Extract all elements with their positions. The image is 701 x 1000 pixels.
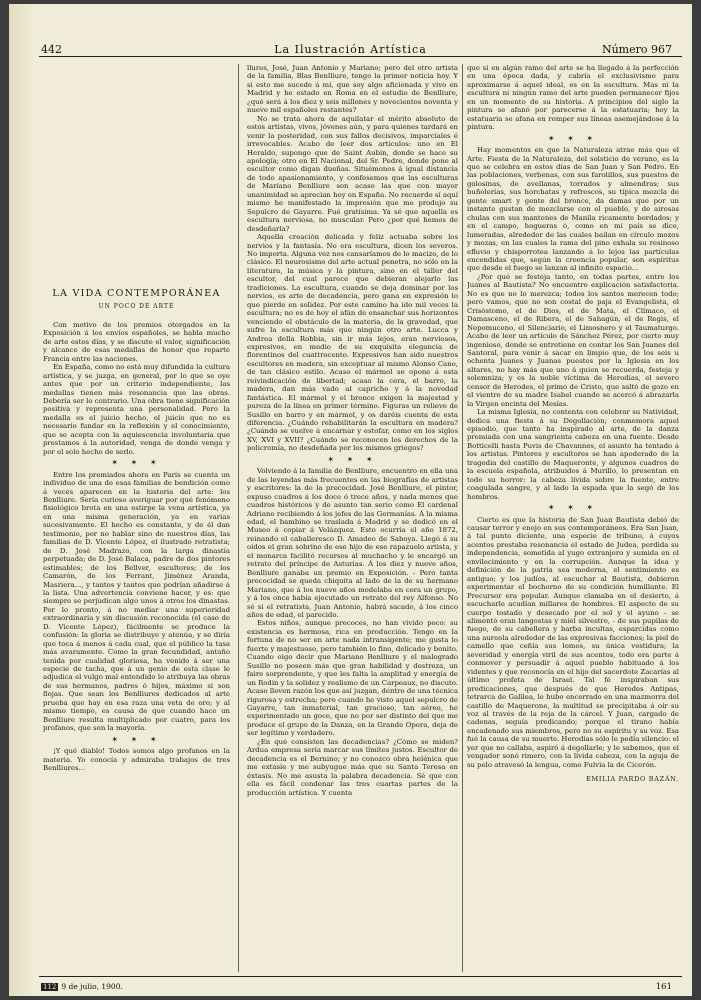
paragraph: En España, como no está muy difundida la cultura artística, y se juzga, en general, por lo que se oye antes que por un criterio independiente, las medallas tienen más resonancia que las obras. Debería ser lo contrario. Una obra tiene significación positiva y representa una personalidad. Pero la medalla es el juicio hecho, el juicio que no es necesario fundar en la reflexión y el conocimiento, que se acepta con la aquiescencia involuntaria que prestamos á la autoridad, venga de donde venga y por el solo hecho de serlo. [43, 363, 230, 456]
column-divider [238, 64, 239, 972]
magazine-title: La Ilustración Artística [274, 43, 427, 56]
separator-stars: ✶ ✶ ✶ [111, 734, 162, 744]
paragraph: ¡Y qué diablo! Todos somos algo profanos en la materia. Yo conocía y admiraba trabajos de tres Benlliures... [43, 747, 230, 773]
author-signature: EMILIA PARDO BAZÁN. [586, 775, 679, 784]
separator-stars: ✶ ✶ ✶ [111, 458, 162, 468]
paragraph: Con motivo de los premios otorgados en la Exposición á los envíos españoles, se habla mucho de arte estos días, y se discute el valor, significación y alcance de esas medallas de honor que reparte Francia entre las naciones. [43, 320, 230, 363]
paragraph: No se trata ahora de aquilatar el mérito absoluto de estos artistas, vivos, jóvenes aún, y para quienes tardará en venir la posteridad, con sus fallos decisivos, imparciales é irrevocables. Acabo de leer dos artículos: uno en El Heraldo, supongo que de Saint Aubin, donde se hace su apología; otro en El Nacional, del Sr. Pedre, donde pone al escultor como digan dueñas. Situémonos á igual distancia de todo apasionamiento, y confesemos que las esculturas de Mariano Benlliure son acaso las que con mayor unanimidad se aprecian hoy en España. No recuerdo sí aquí mismo he manifestado la impresión que me produjo su Sepulcro de Gayarre. Fué gratísima. Ya sé que aquella es escultura nerviosa, no muscular. Pero ¿por qué hemos de desdeñarla? [247, 114, 458, 233]
paragraph: ¿En qué consisten las decadencias? ¿Cómo se miden? Ardua empresa sería marcar sus límites justos. Escultor de decadencia es el Bernino; y no conozco obra helénica que me extasíe y me subyugue más que su Santa Teresa en éxtasis. No me asusta la palabra decadencia. Sé que con ella es fácil condenar las tres cuartas partes de la producción artística. Y cuenta [247, 737, 458, 797]
column-divider [462, 64, 463, 972]
page-binding [9, 4, 33, 996]
paragraph: Cierto es que la historia de San Juan Bautista debió de causar terror y enojo en sus contemporáneos. Era San Juan, á tal punto diciente, una especie de tribuno, á cuyos acentos prestaba resonancia el estado de Judea, perdida su independencia, sometida al yugo extranjero y sumida en el envilecimiento y en la corrupción. Aunque la idea y definición de la patria sea moderna, el sentimiento es antiguo; y los judíos, al escuchar al Bautista, debieron experimentar el bochorno de su condición humillante. El Precursor era popular. Aunque clamaba en el desierto, á escucharle acudían millares de hombres. El aspecto de su cuerpo tostado y desecado por el sol y el ayuno - se alimentó eran langostas y miel silvestre, - de sus pupilas de fuego, de su cabellera y barba incultas, esparcidas como una aureola alrededor de las expresivas facciones; la piel de camello que ceñía sus lomos, su única vestidura; la severidad y energía viril de sus acentos, todo era parte á conmover y persuadir á aquel pueblo habituado á los videntes y que reconocía en el hijo del sacerdote Zacarías al último profeta de Israel. Tal fé inspiraban sus predicaciones, que después de que Herodes Antipas, tetrarca de Galilea, le hubo encerrado en una mazmorra del castillo de Maquerone, la multitud se precipitaba á oír su voz al través de la reja de la cárcel. Y Juan, cargado de cadenas, seguía predicando; porque el tirano había encadenado sus miembros, pero no su espíritu y su voz. Esa fué la causa de su muerte. Herodías sólo le pedía silencio: el yer que no callaba, aspiró á degollarle; y le sabemos, que el vengador sonó rimero, con la lívida cabeza, con la aguja de su pelo atravesó la lengua, como Fulvia la de Cicerón. [467, 515, 679, 769]
paragraph: llures, José, Juan Antonio y Mariano; pero del otro artista de la familia, Blas Benlliure, tengo la primer noticia hoy. Y si esto me sucede á mí, que soy algo aficionada y vivo en Madrid y he estado en Roma en el estudio de Benlliure, ¿qué será á los diez y seis millones y novecientos noventa y nueve mil españoles restantes? [247, 64, 458, 115]
footer-date [41, 982, 123, 991]
paragraph: Aquella creación delicada y feliz actuaba sobre los nervios y la fantasía. No era escultura, dicen los severos. No importa. Alguna vez nos cansaríamos de lo macizo, de lo clásico. El neurosismo del arte actual penetra, no sólo en la literatura, la música y la pintura, sino en el taller del escultor, del cual parece que debieran alejarlo las tradiciones. La escultura, cuando se deja dominar por los nervios, es arte de decadencia, pero gana en expresión lo que pierde en solidez. Por este camino ha ido mil veces la escultura; no es de hoy el afán de ensanchar sus horizontes venciendo el obstáculo de la materia, de la gravedad, que sufre la escultura más que ningún otro arte. Lucca y Andrea della Robbia, sin ir más lejos, eran nerviosos, expresivos, en medio de su exquisita elegancia de florentinos del cuattrocento. Expresivos han sido nuestros escultores en madera, sin exceptuar al mismo Alonso Cano, de tan clásico estilo. Acaso el mármol se opone á esta reivindicación de libertad; acaso la cera, el barro, la madera, dan más vado al capricho y á la novedad fantástica. El mármol y el bronce exigen la majestad y pureza de la línea en primer término. Figuras un relieve de Susillo en barro y en mármol, y os daréis cuenta de esta diferencia. ¿Cuándo rehabilitarán la escultura en madera? ¿Cuándo se vuelve á encarnar y estofar, como en los siglos XV, XVI y XVII? ¿Cuándo se reconocen los derechos de la policromía, no desdeñada por los mismos griegos? [247, 233, 458, 453]
paragraph: Volviendo á la familia de Benlliure, encuentro en ella una de las leyendas más frecuentes en las biografías de artistas y escritores: la de la precocidad. José Benlliure, el pintor, expuso cuadros á los doce ó trece años, y nada menos que cuadros históricos y de asunto tan serio como El cardenal Adriano recibiendo á los jefes de las Germanías. Á la misma edad, el bambino se traslada á Madrid y se dedicó en el Museo á copiar á Velázquez. Esto ocurría el año 1872, reinando el caballeresco D. Amadeo de Saboya. Llegó á su oídos el gran sobrino de ese hijo de ese rapazuelo artista, y el monarca facilitó recursos al muchacho y le encargó un retrato del príncipe de Asturias. Á los diez y nueve años, Benlliure ganaba un premio en Exposición. - Pero tanta precocidad se queda chiquita al lado de la de su hermano Mariano, que á los nueve años modelaba en cera un grupo, y á los once había ejecutado un retrato del rey Alfonso. No sé si el retratista, Juan Antonio, habrá sacado, á los cinco años de edad, el parecido. [247, 467, 458, 619]
column-1 [43, 64, 230, 969]
separator-stars: ✶ ✶ ✶ [547, 133, 599, 143]
paragraph: ¿Por qué se festeja tanto, en todas partes, entre los Juanes al Bautista? No encuentro explicación satisfactoria. No es que no lo merezca; todos los santos merecen todo; pero vamos, que no son costal de paja el Evangelista, el Crisóstomo, el de Dios, el de Mata, el Clímaco, el Damasceno, el de Ribera, el de Sahagún, el de Regis, el Nepomuceno, el Silenciario, el Limosnero y el Taumaturgo. Acabo de leer un artículo de Sánchez Pérez, por cierto muy ingenioso, donde se entretiene en contar los San Juanes del Santoral, para venir á sacar en limpio que, de los seis u ochenta Juanes y Juanas puestos por la Iglesia en los altares, no hay más que uno á quien se recuerda, festeja y solemniza; y es la noble víctima de Herodías, el severo censor de Herodes, el primo de Cristo, que saltó de gozo en el vientre de su madre Isabel cuando se acercó á abrazarla la Virgen encinta del Mesías. [467, 272, 679, 408]
paragraph: Estos niños, aunque precoces, no han vivido poco: su existencia es hermosa, rica en producción. Tengo en la fortuna de no ser en arte nada intransigente; me gusta lo fuerte y majestuoso, pero también lo fino, delicado y bonito. Cuando oigo decir que Mariano Benlliure y el malogrado Susillo no poseen más que gran habilidad y destreza, un faire sorprendente, y que les falta la amplitud y energía de un Rodin y la solidez y realismo de un Carpeaux, no discuto. Acaso lleven razón los que así juzgan, dentro de una técnica rigurosa y estrecha; pero cuando he visto aquel sepulcro de Gayarre, tan inmaterial, tan gracioso, tan aéreo, he experimentado un goce, que no por ser distinto del que me produce el grupo de la Danza, en la Grande Opera, deja de ser legítimo y verdadero. [247, 619, 458, 738]
footer-date-text: 9 de julio, 1900. [61, 982, 123, 991]
footer-badge: 112 [43, 983, 57, 991]
header-rule [39, 56, 682, 57]
section-subtitle: UN POCO DE ARTE [98, 303, 175, 311]
paragraph: Entre los premiados ahora en París se cuenta un individuo de una de esas familias de bendición como á veces aparecen en la historia del arte: los Benlliure. Sería curioso averiguar por qué fenómeno fisiológico brota en una estirpe la vena artística, ya en una misma generación, ya en varias sucesivamente. El hecho es constante, y de él dan testimonio, por no hablar sino de nuestros días, las familias de D. Vicente López, el ilustrado retratista; de D. José Madrazo, con la larga dinastía perpetuada; de D. José Balaca, padre de dos pintores estimables; de los Bellver, escultores; de los Camarón, de los Ferrant, Jiménez Aranda, Masriera..., y tantos y tantos que podrían añadirse á la lista. Una advertencia conviene hacer, y es: que siempre se perjudican algo unos á otros los dinastas. Por lo pronto, á no mediar una superioridad extraordinaria y sin discusión reconocida (el caso de D. Vicente López), fácilmente se produce la confusión: la gloria se distribuye y atenúa, y se diría que toca á menos á cada cual, que el público la tasa más avaramente. Como la gran fecundidad, antaño tenida por cualidad gloriosa, ha venido á ser una especie de tacha, que á un genio de esta clase le adjudica el vulgo mal entendido lo atribuya las obras de sus hermanos, padres ó hijos, máximo si son flojas. Que sean los Benlliures dedicados al arte prueba que hay en esa raza una veta de oro; y al mismo tiempo, es causa de que cuando hace un Benlliure resulta multiplicado por cuatro, para los profanos, que son la mayoría. [43, 470, 230, 733]
issue-number: Número 967 [601, 43, 672, 56]
paragraph: La misma Iglesia, no contenta con celebrar su Natividad, dedica una fiesta á su Degollación; conmemora aquel episodio, que tanto ha inspirado al arte, de la danza premiada con una sangrienta cabeza en una fuente. Desde Botticelli hasta Puvis de Chavannes, el asunto ha tentado á los artistas. Pintores y escultores se han apoderado de la tragedia del castillo de Maqueronte, y algunos cuadros de la escuela española, atribuidos á Murillo, lo presentan en todo su horror: la cabeza lívida sobre la fuente, entre coagulada sangre, y al lado la espada que la segó de los hombros. [467, 408, 679, 501]
paragraph: que si en algún ramo del arte se ha llegado á la perfección en una época dada, y cabría el exclusivismo para aproximarse á aquel ideal, es en la escultura. Mas ni la escultura ni ningún ramo del arte pueden permanecer fijos en un momento de su historia. A principios del siglo la pintura se afanó por parecerse á la estatuaria; hoy la estatuaria se afana en romper sus líneas asemejándose á la pintura. [467, 64, 679, 132]
blank-space [43, 64, 230, 280]
separator-stars: ✶ ✶ ✶ [547, 503, 599, 513]
section-title: LA VIDA CONTEMPORÁNEA [52, 288, 221, 299]
footer-rule [39, 976, 682, 977]
folio-number: 161 [655, 982, 672, 992]
separator-stars: ✶ ✶ ✶ [327, 454, 378, 464]
page-number: 442 [41, 43, 62, 56]
column-2 [247, 64, 458, 969]
paragraph: Hay momentos en que la Naturaleza atrae más que el Arte. Fiesta de la Naturaleza, del solsticio de verano, es la que se celebra en estos días de San Juan y San Pedro. En las poblaciones, verbenas, con sus farolillos, sus puestos de golosinas, de avellanas, torrados y almendras; sus buñolerías, sus horchatas y refrescos, su típica mezcla de gente smart y gente del bronce, da damas que por un instante gustan de mezclarse con el pueblo, y de airosas chulas con sus mantones de Manila ricamente bordados; y en el campo, hogueras ó, como en mi país se dice, lumeradas, alrededor de las cuales bailan en círculo mozos y mozas, en las cuales la rama del pino exhala su resinoso efluvio y chisporrotea lanzando á lo lejos las partículas encendidas que, según la creencia popular, son espíritus que desde el fuego se lanzan al infinito espacio... [467, 146, 679, 273]
column-3 [467, 64, 679, 969]
magazine-page [9, 4, 692, 996]
